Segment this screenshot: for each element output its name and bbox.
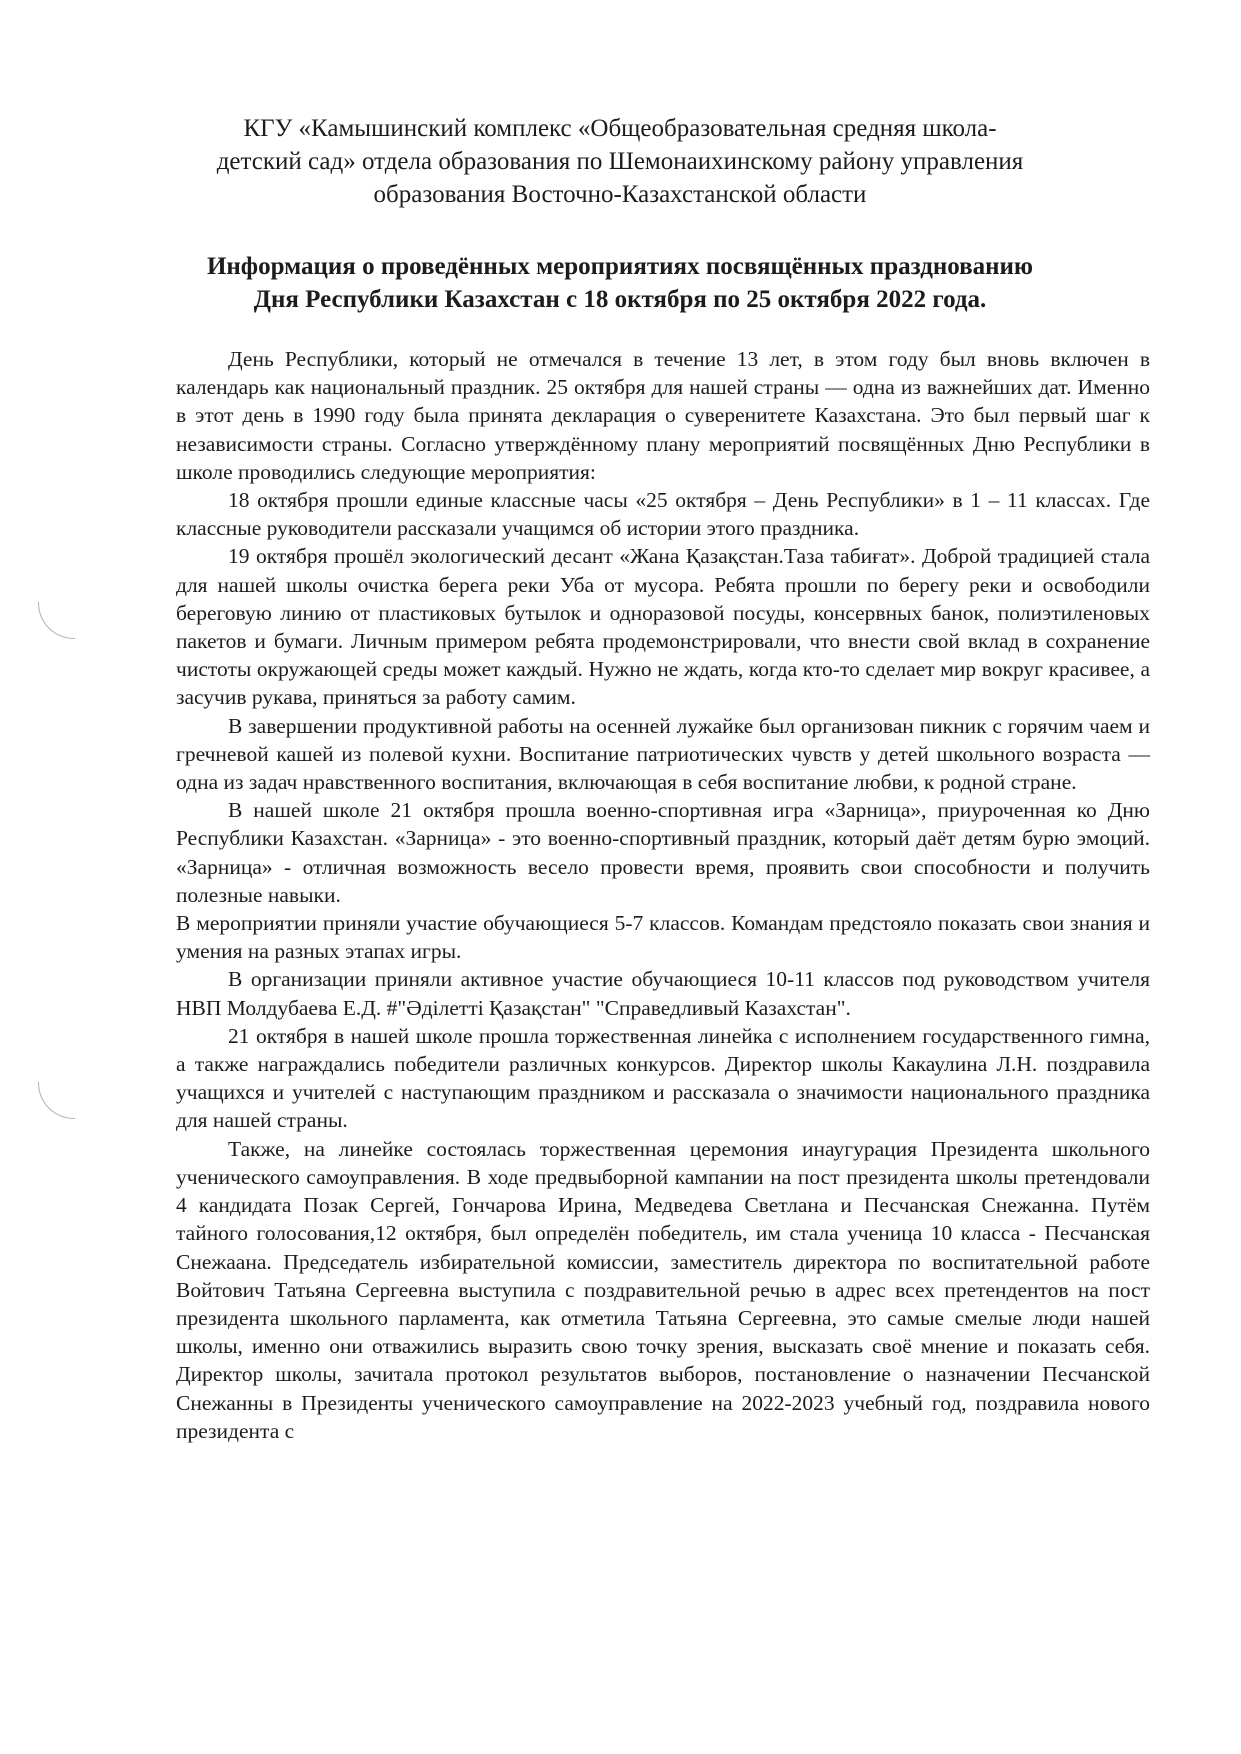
paragraph-inauguration: Также, на линейке состоялась торжественная церемония инаугурация Президента школьного ученического самоуправления. В ходе предвыборной кампании на пост президента школы претендовали 4 кандидата Позак Сергей, Гончарова Ирина, Медведева Светлана и Песчанская Снежанна. Путём тайного голосования,12 октября, был определён победитель, им стала ученица 10 класса - Песчанская Снежаана. Председатель избирательной комиссии, заместитель директора по воспитательной работе Войтович Татьяна Сергеевна выступила с поздравительной речью в адрес всех претендентов на пост президента школьного парламента, как отметила Татьяна Сергеевна, это самые смелые люди нашей школы, именно они отважились выразить свою точку зрения, высказать своё мнение и показать себя. Директор школы, зачитала протокол результатов выборов, постановление о назначении Песчанской Снежанны в Президенты ученического самоуправление на 2022-2023 учебный год, поздравила нового президента с <box>176 1136 1150 1443</box>
paragraph-intro: День Республики, который не отмечался в течение 13 лет, в этом году был вновь включен в календарь как национальный праздник. 25 октября для нашей страны — одна из важнейших дат. Именно в этот день в 1990 году была принята декларация о суверенитете Казахстана. Это был первый шаг к независимости страны. Согласно утверждённому плану мероприятий посвящённых Дню Республики в школе проводились следующие мероприятия: <box>176 347 1150 484</box>
paragraph-organizers: В организации приняли активное участие обучающиеся 10-11 классов под руководством учителя НВП Молдубаева Е.Д. #"Әділетті Қазақстан" "Справедливый Казахстан". <box>176 967 1150 1020</box>
paragraph-class-hours: 18 октября прошли единые классные часы «25 октября – День Республики» в 1 – 11 классах. Где классные руководители рассказали учащимся об истории этого праздника. <box>176 488 1150 541</box>
binder-hole-mark <box>38 602 75 639</box>
paragraph-ceremony: 21 октября в нашей школе прошла торжественная линейка с исполнением государственного гимна, а также награждались победители различных конкурсов. Директор школы Какаулина Л.Н. поздравила учащихся и учителей с наступающим праздником и рассказала о значимости национального праздника для нашей страны. <box>176 1023 1150 1133</box>
header-line: детский сад» отдела образования по Шемонаихинскому району управления <box>216 148 1024 175</box>
header-line: образования Восточно-Казахстанской области <box>373 181 867 208</box>
organization-header <box>180 112 1060 211</box>
document-title <box>150 250 1090 316</box>
title-line: Информация о проведённых мероприятиях посвящённых празднованию <box>206 253 1034 280</box>
paragraph-eco-landing: 19 октября прошёл экологический десант «Жана Қазақстан.Таза табиғат». Доброй традицией стала для нашей школы очистка берега реки Уба от мусора. Ребята прошли по берегу реки и освободили береговую линию от пластиковых бутылок и одноразовой посуды, консервных банок, полиэтиленовых пакетов и бумаги. Личным примером ребята продемонстрировали, что внести свой вклад в сохранение чистоты окружающей среды может каждый. Нужно не ждать, когда кто-то сделает мир вокруг красивее, а засучив рукава, приняться за работу самим. <box>176 544 1150 710</box>
title-line: Дня Республики Казахстан с 18 октября по 25 октября 2022 года. <box>253 286 987 313</box>
binder-hole-mark <box>38 1082 75 1119</box>
document-body <box>176 345 1150 1445</box>
paragraph-participants: В мероприятии приняли участие обучающиеся 5-7 классов. Командам предстояло показать свои знания и умения на разных этапах игры. <box>176 911 1150 964</box>
paragraph-zarnitsa: В нашей школе 21 октября прошла военно-спортивная игра «Зарница», приуроченная ко Дню Республики Казахстан. «Зарница» - это военно-спортивный праздник, который даёт детям бурю эмоций. «Зарница» - отличная возможность весело провести время, проявить свои способности и получить полезные навыки. <box>176 798 1150 907</box>
paragraph-picnic: В завершении продуктивной работы на осенней лужайке был организован пикник с горячим чаем и гречневой кашей из полевой кухни. Воспитание патриотических чувств у детей школьного возраста — одна из задач нравственного воспитания, включающая в себя воспитание любви, к родной стране. <box>176 713 1150 795</box>
header-line: КГУ «Камышинский комплекс «Общеобразовательная средняя школа- <box>243 115 997 142</box>
